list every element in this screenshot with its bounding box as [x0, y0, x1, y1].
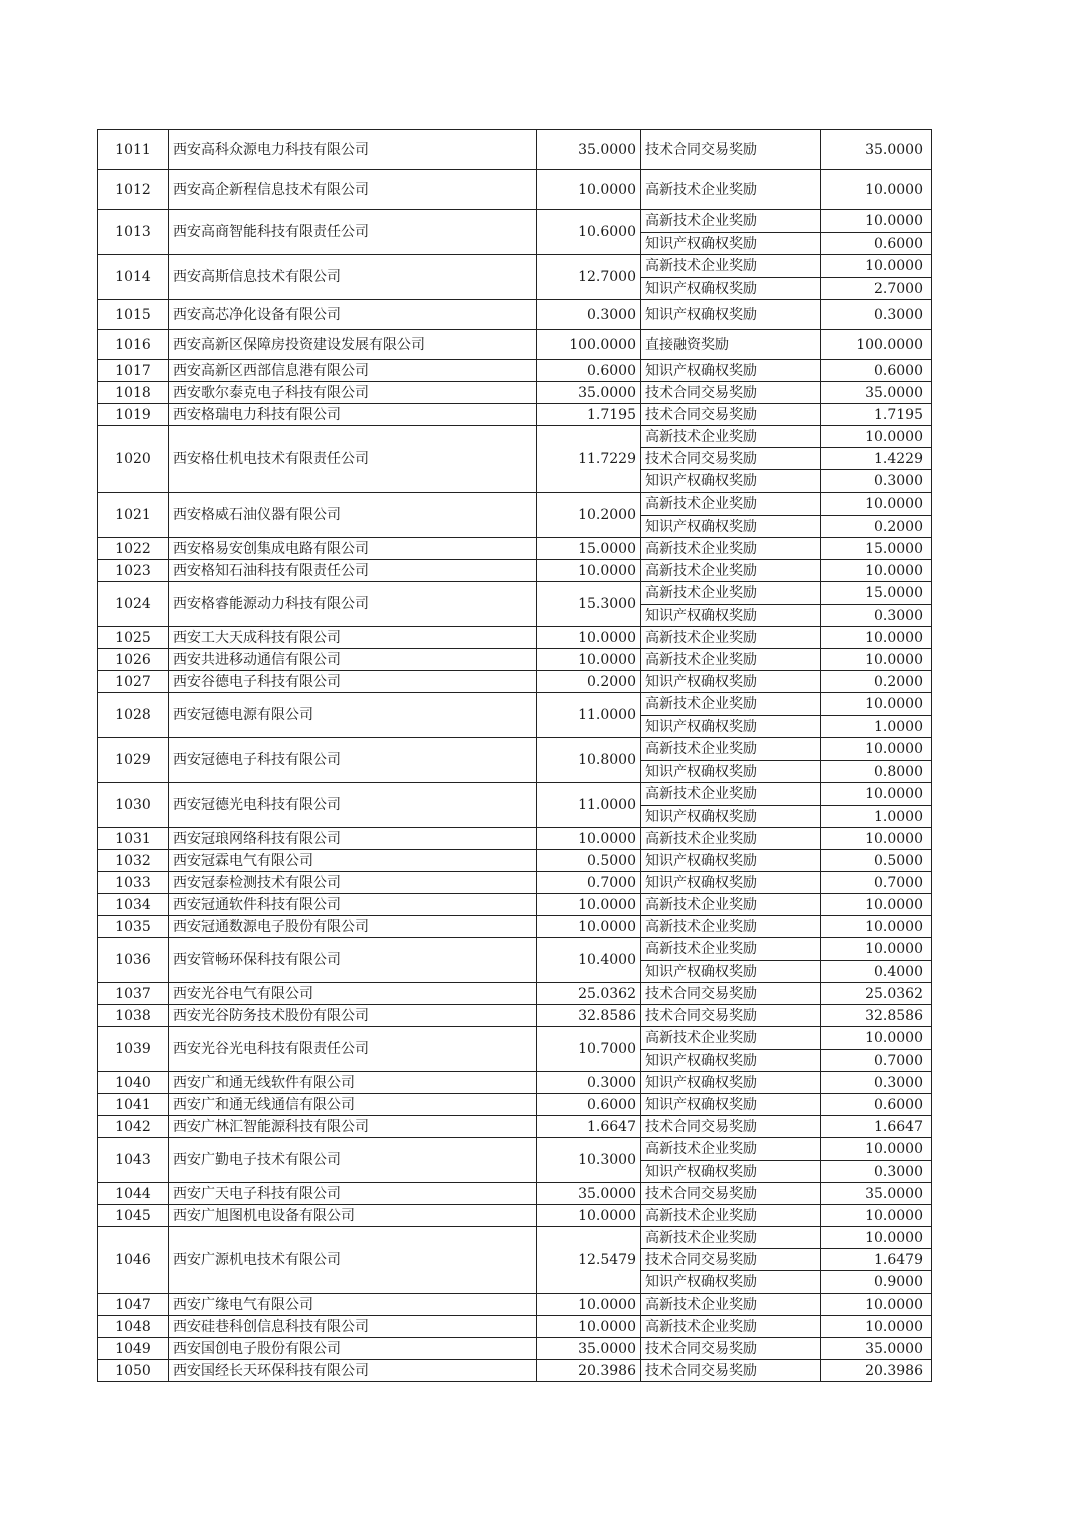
row-number: 1037 — [98, 983, 169, 1005]
total-amount: 10.6000 — [537, 210, 641, 255]
total-amount: 35.0000 — [537, 130, 641, 170]
total-amount: 10.0000 — [537, 649, 641, 671]
total-amount: 32.8586 — [537, 1005, 641, 1027]
table-row — [98, 627, 932, 649]
row-number: 1023 — [98, 560, 169, 582]
total-amount: 12.7000 — [537, 255, 641, 300]
award-amount: 0.3000 — [821, 300, 932, 330]
award-type: 知识产权确权奖励 — [641, 278, 821, 300]
row-number: 1045 — [98, 1205, 169, 1227]
company-name: 西安高企新程信息技术有限公司 — [169, 170, 537, 210]
row-number: 1034 — [98, 894, 169, 916]
award-amount: 1.6479 — [821, 1249, 932, 1271]
table-row — [98, 1116, 932, 1138]
award-type: 知识产权确权奖励 — [641, 961, 821, 983]
row-number: 1038 — [98, 1005, 169, 1027]
award-amount: 0.9000 — [821, 1271, 932, 1294]
row-number: 1011 — [98, 130, 169, 170]
total-amount: 10.0000 — [537, 1294, 641, 1316]
award-type: 技术合同交易奖励 — [641, 448, 821, 470]
award-type: 知识产权确权奖励 — [641, 1094, 821, 1116]
award-amount: 0.3000 — [821, 470, 932, 493]
company-name: 西安冠德电子科技有限公司 — [169, 738, 537, 783]
award-amount: 0.5000 — [821, 850, 932, 872]
award-type: 知识产权确权奖励 — [641, 716, 821, 738]
award-amount: 10.0000 — [821, 938, 932, 961]
award-amount: 0.6000 — [821, 360, 932, 382]
award-amount: 0.3000 — [821, 1161, 932, 1183]
row-number: 1022 — [98, 538, 169, 560]
award-amount: 0.2000 — [821, 671, 932, 693]
award-amount: 10.0000 — [821, 649, 932, 671]
row-number: 1041 — [98, 1094, 169, 1116]
company-name: 西安冠霖电气有限公司 — [169, 850, 537, 872]
total-amount: 100.0000 — [537, 330, 641, 360]
company-name: 西安广和通无线软件有限公司 — [169, 1072, 537, 1094]
company-name: 西安硅巷科创信息科技有限公司 — [169, 1316, 537, 1338]
company-name: 西安广缘电气有限公司 — [169, 1294, 537, 1316]
company-name: 西安格知石油科技有限责任公司 — [169, 560, 537, 582]
award-type: 高新技术企业奖励 — [641, 828, 821, 850]
award-type: 高新技术企业奖励 — [641, 538, 821, 560]
award-amount: 10.0000 — [821, 493, 932, 516]
company-name: 西安广林汇智能源科技有限公司 — [169, 1116, 537, 1138]
award-type: 高新技术企业奖励 — [641, 1205, 821, 1227]
table-row — [98, 1094, 932, 1116]
award-amount: 10.0000 — [821, 560, 932, 582]
company-name: 西安格仕机电技术有限责任公司 — [169, 426, 537, 493]
award-amount: 10.0000 — [821, 894, 932, 916]
award-amount: 1.7195 — [821, 404, 932, 426]
total-amount: 10.7000 — [537, 1027, 641, 1072]
award-type: 高新技术企业奖励 — [641, 560, 821, 582]
table-row — [98, 693, 932, 716]
award-type: 高新技术企业奖励 — [641, 255, 821, 278]
row-number: 1048 — [98, 1316, 169, 1338]
table-row — [98, 300, 932, 330]
award-amount: 10.0000 — [821, 693, 932, 716]
award-amount: 10.0000 — [821, 783, 932, 806]
award-amount: 10.0000 — [821, 1294, 932, 1316]
company-name: 西安格威石油仪器有限公司 — [169, 493, 537, 538]
award-amount: 10.0000 — [821, 170, 932, 210]
table-row — [98, 170, 932, 210]
award-type: 高新技术企业奖励 — [641, 627, 821, 649]
row-number: 1030 — [98, 783, 169, 828]
award-amount: 10.0000 — [821, 1316, 932, 1338]
award-type: 知识产权确权奖励 — [641, 850, 821, 872]
award-type: 知识产权确权奖励 — [641, 516, 821, 538]
total-amount: 0.7000 — [537, 872, 641, 894]
award-type: 直接融资奖励 — [641, 330, 821, 360]
award-type: 高新技术企业奖励 — [641, 649, 821, 671]
total-amount: 15.0000 — [537, 538, 641, 560]
award-amount: 1.6647 — [821, 1116, 932, 1138]
company-name: 西安谷德电子科技有限公司 — [169, 671, 537, 693]
award-type: 知识产权确权奖励 — [641, 300, 821, 330]
table-row — [98, 1138, 932, 1161]
award-amount: 0.6000 — [821, 1094, 932, 1116]
award-type: 知识产权确权奖励 — [641, 470, 821, 493]
table-row — [98, 210, 932, 233]
total-amount: 0.6000 — [537, 360, 641, 382]
table-row — [98, 1027, 932, 1050]
company-name: 西安广旭图机电设备有限公司 — [169, 1205, 537, 1227]
company-name: 西安广源机电技术有限公司 — [169, 1227, 537, 1294]
table-row — [98, 872, 932, 894]
company-name: 西安高新区保障房投资建设发展有限公司 — [169, 330, 537, 360]
row-number: 1047 — [98, 1294, 169, 1316]
award-amount: 10.0000 — [821, 426, 932, 448]
table-row — [98, 360, 932, 382]
award-type: 高新技术企业奖励 — [641, 916, 821, 938]
table-row — [98, 938, 932, 961]
award-type: 技术合同交易奖励 — [641, 1338, 821, 1360]
award-amount: 35.0000 — [821, 382, 932, 404]
award-type: 高新技术企业奖励 — [641, 1227, 821, 1249]
award-amount: 10.0000 — [821, 1027, 932, 1050]
table-row — [98, 738, 932, 761]
award-type: 技术合同交易奖励 — [641, 983, 821, 1005]
company-name: 西安工大天成科技有限公司 — [169, 627, 537, 649]
table-row — [98, 671, 932, 693]
award-amount: 0.4000 — [821, 961, 932, 983]
award-type: 技术合同交易奖励 — [641, 1116, 821, 1138]
total-amount: 10.0000 — [537, 916, 641, 938]
table-row — [98, 1005, 932, 1027]
table-row — [98, 1205, 932, 1227]
award-amount: 10.0000 — [821, 738, 932, 761]
company-name: 西安冠通数源电子股份有限公司 — [169, 916, 537, 938]
row-number: 1021 — [98, 493, 169, 538]
total-amount: 10.0000 — [537, 894, 641, 916]
award-type: 高新技术企业奖励 — [641, 426, 821, 448]
award-amount: 2.7000 — [821, 278, 932, 300]
table-row — [98, 582, 932, 605]
company-name: 西安冠德光电科技有限公司 — [169, 783, 537, 828]
company-name: 西安格易安创集成电路有限公司 — [169, 538, 537, 560]
award-amount: 1.0000 — [821, 806, 932, 828]
total-amount: 1.7195 — [537, 404, 641, 426]
table-row — [98, 382, 932, 404]
company-name: 西安格睿能源动力科技有限公司 — [169, 582, 537, 627]
award-type: 高新技术企业奖励 — [641, 693, 821, 716]
row-number: 1040 — [98, 1072, 169, 1094]
total-amount: 10.0000 — [537, 170, 641, 210]
row-number: 1049 — [98, 1338, 169, 1360]
award-type: 高新技术企业奖励 — [641, 738, 821, 761]
company-name: 西安格瑞电力科技有限公司 — [169, 404, 537, 426]
company-name: 西安光谷防务技术股份有限公司 — [169, 1005, 537, 1027]
award-amount: 0.2000 — [821, 516, 932, 538]
row-number: 1026 — [98, 649, 169, 671]
award-amount: 25.0362 — [821, 983, 932, 1005]
table-row — [98, 130, 932, 170]
company-name: 西安管畅环保科技有限公司 — [169, 938, 537, 983]
award-type: 知识产权确权奖励 — [641, 605, 821, 627]
row-number: 1050 — [98, 1360, 169, 1382]
award-type: 技术合同交易奖励 — [641, 1249, 821, 1271]
award-type: 技术合同交易奖励 — [641, 382, 821, 404]
award-amount: 15.0000 — [821, 538, 932, 560]
table-row — [98, 404, 932, 426]
award-type: 知识产权确权奖励 — [641, 360, 821, 382]
award-type: 高新技术企业奖励 — [641, 210, 821, 233]
row-number: 1028 — [98, 693, 169, 738]
total-amount: 0.6000 — [537, 1094, 641, 1116]
award-table-sheet — [97, 129, 931, 1382]
row-number: 1017 — [98, 360, 169, 382]
company-name: 西安广勤电子技术有限公司 — [169, 1138, 537, 1183]
total-amount: 0.5000 — [537, 850, 641, 872]
total-amount: 11.7229 — [537, 426, 641, 493]
company-name: 西安歌尔泰克电子科技有限公司 — [169, 382, 537, 404]
award-amount: 0.7000 — [821, 872, 932, 894]
total-amount: 10.2000 — [537, 493, 641, 538]
row-number: 1031 — [98, 828, 169, 850]
total-amount: 10.4000 — [537, 938, 641, 983]
award-table-body — [98, 130, 932, 1382]
award-type: 知识产权确权奖励 — [641, 872, 821, 894]
row-number: 1018 — [98, 382, 169, 404]
total-amount: 10.0000 — [537, 828, 641, 850]
total-amount: 10.8000 — [537, 738, 641, 783]
award-type: 高新技术企业奖励 — [641, 783, 821, 806]
award-amount: 10.0000 — [821, 255, 932, 278]
row-number: 1042 — [98, 1116, 169, 1138]
row-number: 1025 — [98, 627, 169, 649]
award-amount: 10.0000 — [821, 627, 932, 649]
total-amount: 25.0362 — [537, 983, 641, 1005]
award-amount: 0.6000 — [821, 233, 932, 255]
total-amount: 35.0000 — [537, 1338, 641, 1360]
company-name: 西安冠通软件科技有限公司 — [169, 894, 537, 916]
total-amount: 35.0000 — [537, 382, 641, 404]
table-row — [98, 1338, 932, 1360]
company-name: 西安共进移动通信有限公司 — [169, 649, 537, 671]
award-amount: 10.0000 — [821, 828, 932, 850]
row-number: 1033 — [98, 872, 169, 894]
row-number: 1024 — [98, 582, 169, 627]
award-amount: 10.0000 — [821, 210, 932, 233]
award-type: 高新技术企业奖励 — [641, 1027, 821, 1050]
table-row — [98, 1316, 932, 1338]
row-number: 1019 — [98, 404, 169, 426]
company-name: 西安光谷电气有限公司 — [169, 983, 537, 1005]
row-number: 1027 — [98, 671, 169, 693]
table-row — [98, 649, 932, 671]
award-type: 知识产权确权奖励 — [641, 1161, 821, 1183]
row-number: 1016 — [98, 330, 169, 360]
award-type: 知识产权确权奖励 — [641, 806, 821, 828]
company-name: 西安冠琅网络科技有限公司 — [169, 828, 537, 850]
row-number: 1014 — [98, 255, 169, 300]
award-amount: 0.7000 — [821, 1050, 932, 1072]
company-name: 西安冠德电源有限公司 — [169, 693, 537, 738]
total-amount: 1.6647 — [537, 1116, 641, 1138]
award-amount: 35.0000 — [821, 1338, 932, 1360]
total-amount: 15.3000 — [537, 582, 641, 627]
award-type: 知识产权确权奖励 — [641, 761, 821, 783]
award-type: 高新技术企业奖励 — [641, 1316, 821, 1338]
award-amount: 10.0000 — [821, 1227, 932, 1249]
table-row — [98, 1183, 932, 1205]
award-type: 知识产权确权奖励 — [641, 1072, 821, 1094]
award-amount: 100.0000 — [821, 330, 932, 360]
award-amount: 1.0000 — [821, 716, 932, 738]
row-number: 1013 — [98, 210, 169, 255]
row-number: 1012 — [98, 170, 169, 210]
award-type: 技术合同交易奖励 — [641, 1005, 821, 1027]
row-number: 1015 — [98, 300, 169, 330]
table-row — [98, 1072, 932, 1094]
row-number: 1046 — [98, 1227, 169, 1294]
table-row — [98, 983, 932, 1005]
company-name: 西安高商智能科技有限责任公司 — [169, 210, 537, 255]
award-type: 高新技术企业奖励 — [641, 938, 821, 961]
table-row — [98, 330, 932, 360]
award-amount: 20.3986 — [821, 1360, 932, 1382]
row-number: 1029 — [98, 738, 169, 783]
table-row — [98, 426, 932, 448]
table-row — [98, 493, 932, 516]
award-amount: 10.0000 — [821, 1205, 932, 1227]
row-number: 1020 — [98, 426, 169, 493]
award-type: 知识产权确权奖励 — [641, 1050, 821, 1072]
company-name: 西安广天电子科技有限公司 — [169, 1183, 537, 1205]
award-type: 知识产权确权奖励 — [641, 1271, 821, 1294]
company-name: 西安光谷光电科技有限责任公司 — [169, 1027, 537, 1072]
award-type: 高新技术企业奖励 — [641, 170, 821, 210]
total-amount: 20.3986 — [537, 1360, 641, 1382]
total-amount: 11.0000 — [537, 693, 641, 738]
total-amount: 10.3000 — [537, 1138, 641, 1183]
award-type: 高新技术企业奖励 — [641, 1138, 821, 1161]
award-amount: 35.0000 — [821, 1183, 932, 1205]
award-amount: 0.3000 — [821, 605, 932, 627]
row-number: 1044 — [98, 1183, 169, 1205]
table-row — [98, 1227, 932, 1249]
table-row — [98, 783, 932, 806]
total-amount: 11.0000 — [537, 783, 641, 828]
row-number: 1036 — [98, 938, 169, 983]
row-number: 1039 — [98, 1027, 169, 1072]
company-name: 西安高斯信息技术有限公司 — [169, 255, 537, 300]
row-number: 1032 — [98, 850, 169, 872]
award-amount: 15.0000 — [821, 582, 932, 605]
company-name: 西安高科众源电力科技有限公司 — [169, 130, 537, 170]
row-number: 1043 — [98, 1138, 169, 1183]
award-type: 高新技术企业奖励 — [641, 894, 821, 916]
award-amount: 0.8000 — [821, 761, 932, 783]
total-amount: 0.3000 — [537, 300, 641, 330]
award-type: 高新技术企业奖励 — [641, 582, 821, 605]
total-amount: 10.0000 — [537, 560, 641, 582]
company-name: 西安国经长天环保科技有限公司 — [169, 1360, 537, 1382]
table-row — [98, 916, 932, 938]
row-number: 1035 — [98, 916, 169, 938]
company-name: 西安高新区西部信息港有限公司 — [169, 360, 537, 382]
award-type: 技术合同交易奖励 — [641, 1360, 821, 1382]
table-row — [98, 1294, 932, 1316]
award-amount: 0.3000 — [821, 1072, 932, 1094]
total-amount: 0.3000 — [537, 1072, 641, 1094]
award-type: 技术合同交易奖励 — [641, 130, 821, 170]
award-type: 技术合同交易奖励 — [641, 1183, 821, 1205]
table-row — [98, 894, 932, 916]
award-amount: 10.0000 — [821, 1138, 932, 1161]
company-name: 西安冠泰检测技术有限公司 — [169, 872, 537, 894]
award-amount: 32.8586 — [821, 1005, 932, 1027]
award-type: 知识产权确权奖励 — [641, 671, 821, 693]
award-type: 知识产权确权奖励 — [641, 233, 821, 255]
award-type: 技术合同交易奖励 — [641, 404, 821, 426]
total-amount: 10.0000 — [537, 1205, 641, 1227]
total-amount: 10.0000 — [537, 1316, 641, 1338]
total-amount: 0.2000 — [537, 671, 641, 693]
award-amount: 10.0000 — [821, 916, 932, 938]
table-row — [98, 1360, 932, 1382]
company-name: 西安国创电子股份有限公司 — [169, 1338, 537, 1360]
award-amount: 35.0000 — [821, 130, 932, 170]
table-row — [98, 850, 932, 872]
award-amount: 1.4229 — [821, 448, 932, 470]
company-name: 西安高芯净化设备有限公司 — [169, 300, 537, 330]
table-row — [98, 560, 932, 582]
total-amount: 10.0000 — [537, 627, 641, 649]
company-name: 西安广和通无线通信有限公司 — [169, 1094, 537, 1116]
award-table — [97, 129, 932, 1382]
total-amount: 35.0000 — [537, 1183, 641, 1205]
table-row — [98, 828, 932, 850]
table-row — [98, 255, 932, 278]
award-type: 高新技术企业奖励 — [641, 1294, 821, 1316]
total-amount: 12.5479 — [537, 1227, 641, 1294]
award-type: 高新技术企业奖励 — [641, 493, 821, 516]
table-row — [98, 538, 932, 560]
